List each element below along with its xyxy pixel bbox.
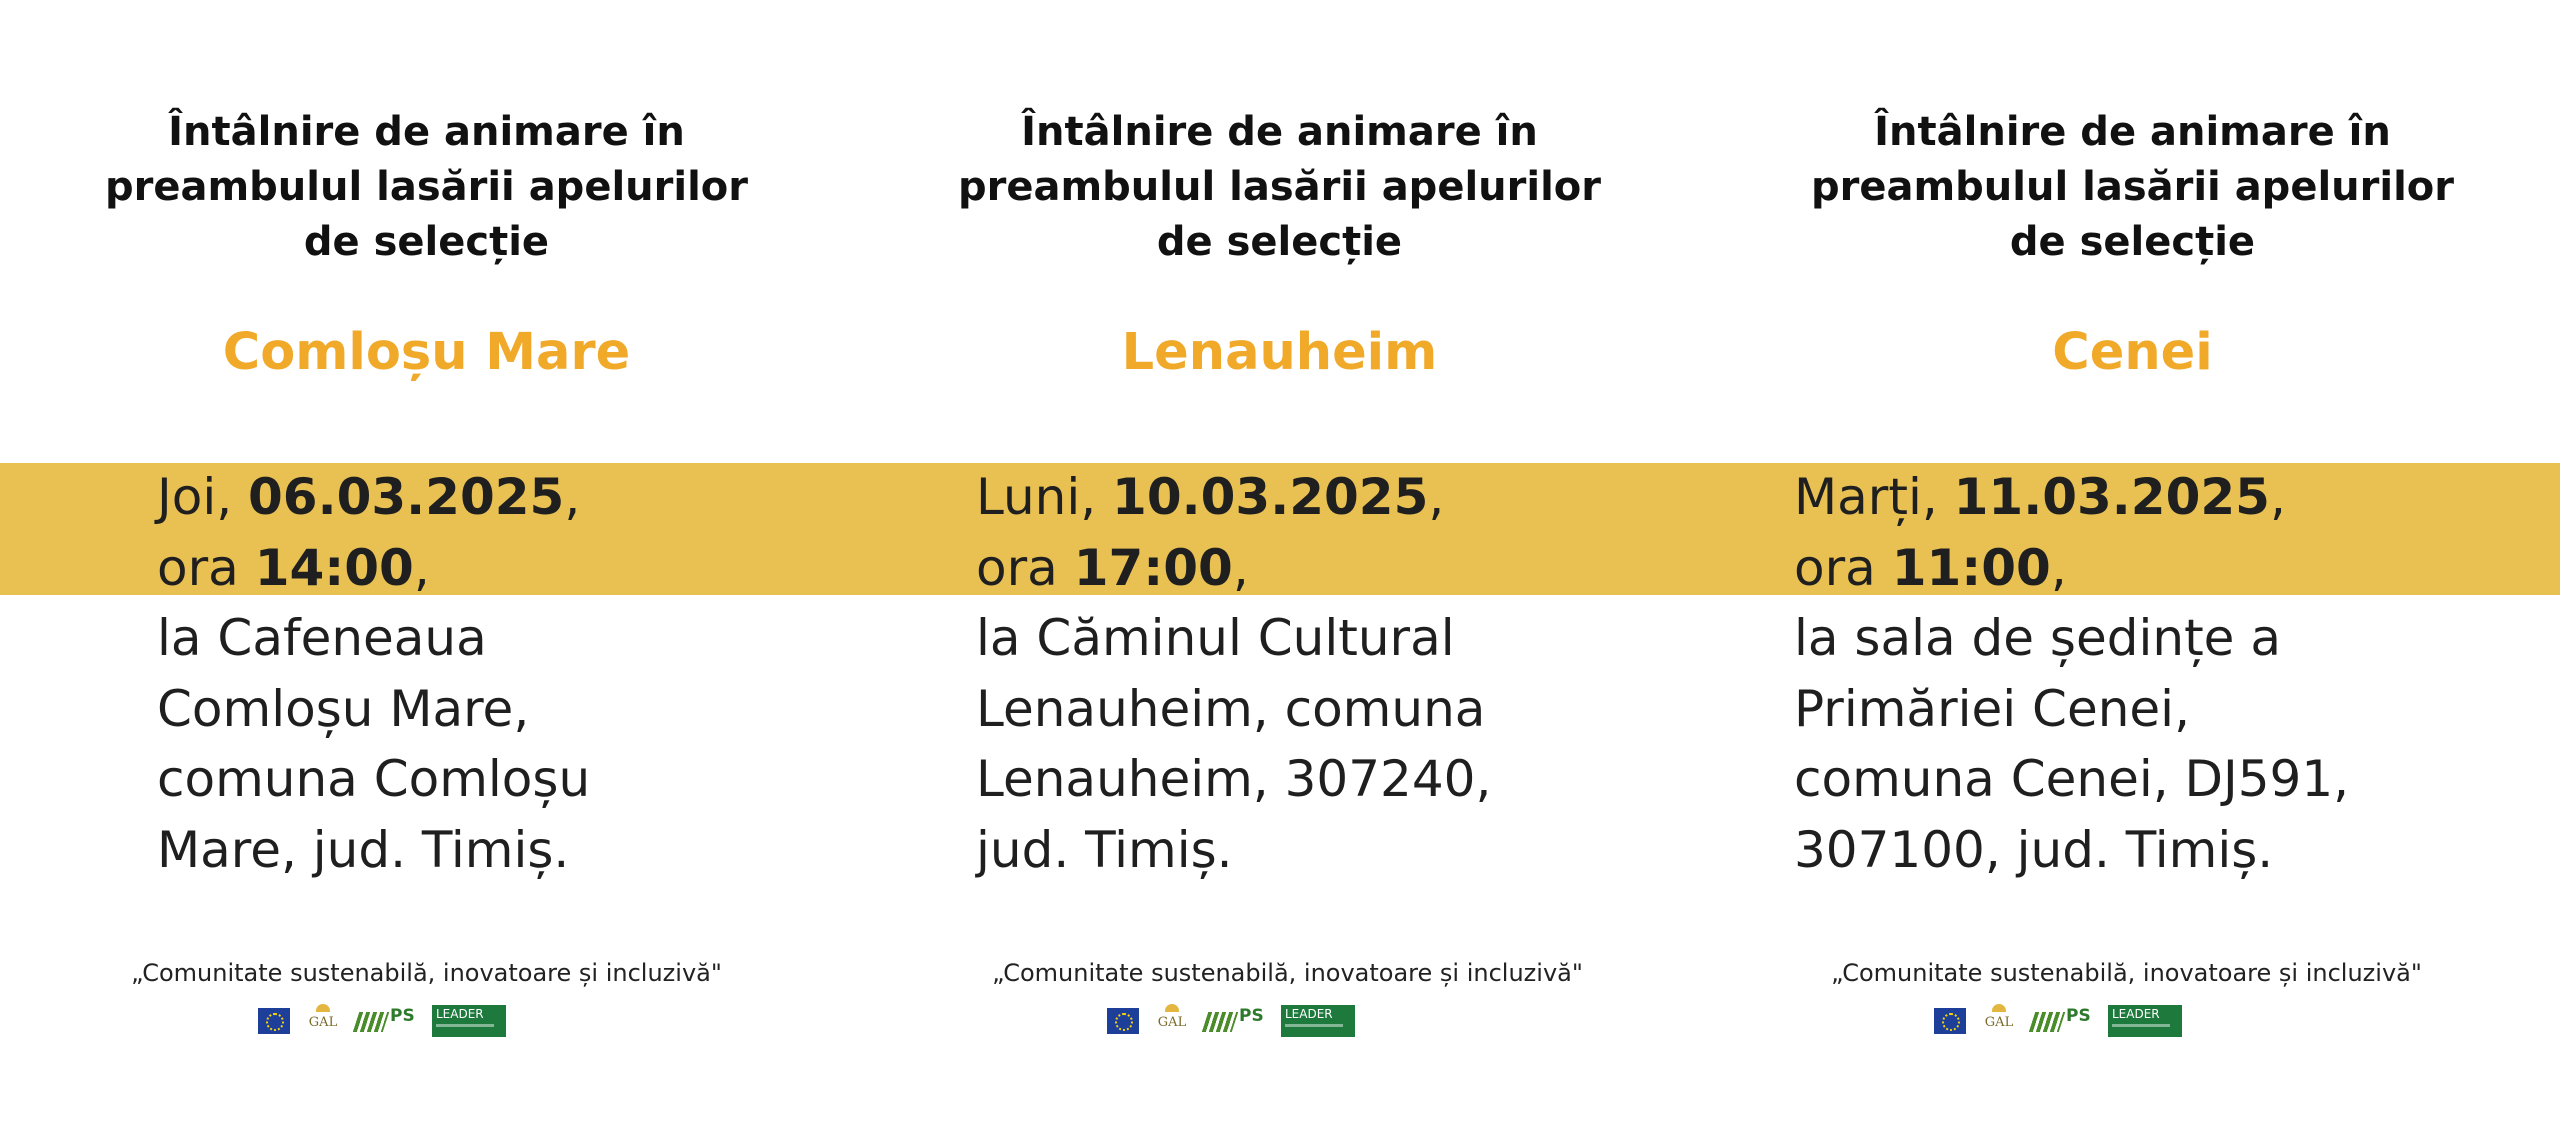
event-time: 17:00 xyxy=(1073,538,1233,597)
event-city: Comloșu Mare xyxy=(222,323,631,382)
event-time-line: ora 17:00, xyxy=(976,538,1249,597)
event-date-line: Joi, 06.03.2025, xyxy=(157,468,581,526)
event-time: 11:00 xyxy=(1891,538,2051,597)
event-heading: Întâlnire de animare în preambulul lasării apelurilor de selecție xyxy=(105,109,748,265)
event-day: Marți, xyxy=(1794,468,1954,526)
sponsor-logos xyxy=(258,1003,506,1039)
event-city: Cenei xyxy=(2052,323,2213,382)
slogan: „Comunitate sustenabilă, inovatoare și incluzivă" xyxy=(992,959,1583,987)
event-details xyxy=(976,462,1491,885)
event-time-line: ora 11:00, xyxy=(1794,538,2067,597)
slogan: „Comunitate sustenabilă, inovatoare și incluzivă" xyxy=(131,959,722,987)
event-address-line: la sala de ședințe a xyxy=(1794,609,2281,667)
eu-flag-logo xyxy=(1107,1008,1139,1034)
event-date: 06.03.2025 xyxy=(248,468,565,526)
event-details xyxy=(157,462,590,885)
event-address-line: Comloșu Mare, xyxy=(157,679,530,738)
sponsor-logos xyxy=(1934,1003,2182,1039)
event-details xyxy=(1794,462,2349,885)
slogan: „Comunitate sustenabilă, inovatoare și incluzivă" xyxy=(1831,959,2422,987)
event-panel-comlosu-mare xyxy=(0,0,853,1135)
event-address-line: la Căminul Cultural xyxy=(976,609,1455,667)
leader-logo: LEADER xyxy=(2108,1005,2182,1037)
event-panel-lenauheim xyxy=(853,0,1706,1135)
event-time-prefix: ora xyxy=(157,538,255,597)
ps-logo: PS xyxy=(1205,1006,1267,1036)
event-address-line: Mare, jud. Timiș. xyxy=(157,820,570,879)
event-heading: Întâlnire de animare în preambulul lasării apelurilor de selecție xyxy=(1811,109,2454,265)
event-day: Luni, xyxy=(976,468,1113,526)
event-time-line: ora 14:00, xyxy=(157,538,430,597)
event-date: 11.03.2025 xyxy=(1953,468,2270,526)
event-date-line: Marți, 11.03.2025, xyxy=(1794,468,2286,526)
event-city: Lenauheim xyxy=(1121,323,1438,382)
event-panel-cenei xyxy=(1706,0,2559,1135)
event-address-line: 307100, jud. Timiș. xyxy=(1794,820,2274,879)
event-time-prefix: ora xyxy=(1794,538,1892,597)
gal-logo: GAL xyxy=(1153,1003,1191,1039)
event-time-prefix: ora xyxy=(976,538,1074,597)
leader-logo: LEADER xyxy=(432,1005,506,1037)
event-date-line: Luni, 10.03.2025, xyxy=(976,468,1445,526)
event-heading: Întâlnire de animare în preambulul lasării apelurilor de selecție xyxy=(958,109,1601,265)
event-address-line: Lenauheim, 307240, xyxy=(976,750,1492,808)
sponsor-logos xyxy=(1107,1003,1355,1039)
event-address-line: jud. Timiș. xyxy=(976,820,1233,879)
event-address-line: comuna Comloșu xyxy=(157,750,591,808)
event-address-line: la Cafeneaua xyxy=(157,609,487,667)
gal-logo: GAL xyxy=(1980,1003,2018,1039)
ps-logo: PS xyxy=(356,1006,418,1036)
event-address-line: comuna Cenei, DJ591, xyxy=(1794,750,2350,808)
event-address-line: Primăriei Cenei, xyxy=(1794,679,2190,738)
eu-flag-logo xyxy=(258,1008,290,1034)
eu-flag-logo xyxy=(1934,1008,1966,1034)
ps-logo: PS xyxy=(2032,1006,2094,1036)
event-date: 10.03.2025 xyxy=(1112,468,1429,526)
leader-logo: LEADER xyxy=(1281,1005,1355,1037)
event-day: Joi, xyxy=(157,468,249,526)
event-address-line: Lenauheim, comuna xyxy=(976,679,1486,738)
gal-logo: GAL xyxy=(304,1003,342,1039)
event-time: 14:00 xyxy=(254,538,414,597)
